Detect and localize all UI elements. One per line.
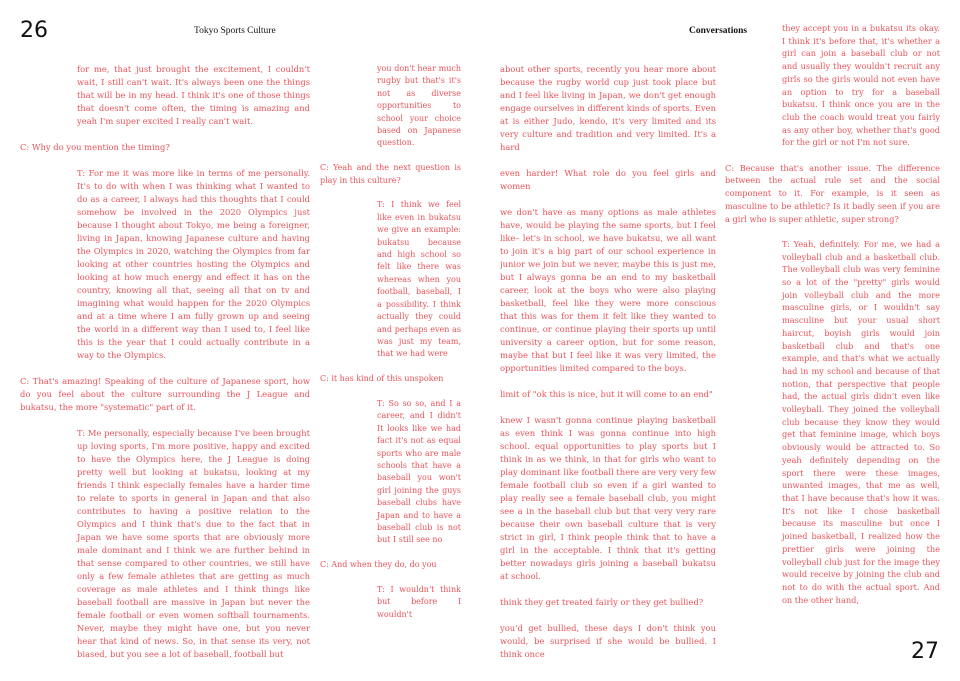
question-paragraph: C: Why do you mention the timing? <box>20 142 170 152</box>
left-running-title: Tokyo Sports Culture <box>194 26 276 36</box>
paragraph: knew I wasn't gonna continue playing basketball as even think I was gonna continue into high school. equal opportunities to play sports but I think in as we think, in that for girls who want to play dominant like football there are very very few female football club so even if a girl wanted to play really see a female baseball club, you might see a in the baseball club but that very very rare because their own baseball culture that is very strict in girl, I think people think that to have a girl in the acceptable. I think that it's getting better nowadays girls joining a baseball bukatsu at school. <box>500 415 716 581</box>
answer-paragraph: T: Me personally, especially because I've been brought up loving sports, I'm more positive, happy and excited to have the Olympics here, the J League is doing pretty well but looking at bukatsu, looking at my friends I think especially females have a harder time to relate to sports in general in Japan and that also contributes to having a positive relation to the Olympics and I think that's due to the fact that in Japan we have some sports that are obviously more male dominant and I think we are further behind in that sense compared to other countries, we still have only a few female athletes that are getting as much coverage as male athletes and I think things like baseball football are massive in Japan but never the female football or even women softball tournaments. Never, maybe they might have one, but you never hear that kind of news. So, in that sense its very, not biased, but you see a lot of baseball, football but <box>77 428 310 659</box>
paragraph: for me, that just brought the excitement, I couldn't wait, I still can't wait. It's always been one the things that will be in my head. I think it's one of those things that doesn't come often, the timing is amazing and yeah I'm super excited I really can't wait. <box>77 64 310 126</box>
right-continued-column <box>500 63 716 673</box>
paragraph: even harder! What role do you feel girls and women <box>500 168 716 191</box>
answer-paragraph: T: I wouldn't think but before I wouldn't <box>377 584 461 619</box>
question-paragraph: C: Because that's another issue. The difference between the actual rule set and the social component to it. For example, is it seen as masculine to be athletic? Is it badly seen if you are a girl who is super athletic, super strong? <box>725 162 940 224</box>
left-narrow-column <box>320 63 461 673</box>
answer-paragraph: they accept you in a bukatsu its okay. I think it's before that, it's whether a girl can join a baseball club or not and usually they wouldn't recruit any girls so the girls would not even have an option to try for a baseball bukatsu. I think once you are in the club the coach would treat you fairly as any other boy, whether that's good for the girl or not I'm not sure. <box>782 23 940 148</box>
paragraph: you'd get bullied, these days I don't think you would, be surprised if she would be bullied. I think once <box>500 623 716 659</box>
answer-paragraph: T: So so so, and I a career, and I didn't It looks like we had fact it's not as equal sports who are male schools that have a baseball you won't girl joining the guys baseball clubs have Japan and to have a baseball club is not but I still see no <box>377 398 461 545</box>
right-page-number: 27 <box>911 639 939 664</box>
question-paragraph: C: And when they do, do you <box>320 560 437 570</box>
answer-paragraph: T: I think we feel like even in bukatsu we give an example: bukatsu because and high school so felt like there was whereas when you football, baseball, I a possibility. I think actually they could and perhaps even as was just my team, that we had were <box>377 200 461 359</box>
paragraph: limit of "ok this is nice, but it will come to an end" <box>500 389 713 399</box>
answer-paragraph: T: For me it was more like in terms of me personally. It's to do with when I was thinking what I wanted to do as a career, I always had this thoughts that I could somehow be involved in the 2020 Olympics just because I thought about Tokyo, me being a foreigner, living in Japan, knowing Japanese culture and having the Olympics in 2020, watching the Olympics from far looking at other countries hosting the Olympics and looking at how much energy and effect it has on the country, knowing all that, seeing all that on tv and imagining what would happen for the 2020 Olympics and at a time where I am fully grown up and seeing the world in a different way than I used to, I feel like this is the year that I could actually contribute in a way to the Olympics. <box>77 168 310 360</box>
answer-paragraph: T: Yeah, definitely. For me, we had a volleyball club and a basketball club. The volleyball club was very feminine so a lot of the "pretty" girls would join volleyball club and the more masculine girls, or I wouldn't say masculine but your usual short haircut, boyish girls would join basketball club and that's one example, and that's what we actually had in my school and because of that notion, that perspective that people had, the actual girls didn't even like volleyball. They joined the volleyball club because they know they would get that feminine image, which boys obviously would be attracted to. So yeah definitely depending on the sport there were these images, unwanted images, that me as well, that I have because that's how it was. It's not like I chose basketball because its masculine but once I joined basketball, I realized how the prettier girls were joining the volleyball club just for the image they would receive by joining the club and not to do with the actual sport. And on the other hand, <box>782 238 940 605</box>
left-page-number: 26 <box>20 18 48 43</box>
paragraph: about other sports, recently you hear more about because the rugby world cup just took place but and I feel like living in Japan, we don't get enough engage ourselves in different kinds of sports. Even at is either Judo, kendo, it's very limited and its very culture and tradition and very limited. It's a hard <box>500 64 716 152</box>
right-running-title: Conversations <box>689 26 748 36</box>
question-paragraph: C: it has kind of this unspoken <box>320 374 444 384</box>
answer-paragraph: you don't hear much rugby but that's it's not as diverse opportunities to school your choice based on Japanese question. <box>377 64 461 148</box>
left-main-column <box>20 63 310 673</box>
question-paragraph: C: Yeah and the next question is play in this culture? <box>320 163 461 185</box>
question-paragraph: C: That's amazing! Speaking of the culture of Japanese sport, how do you feel about the culture surrounding the J League and bukatsu, the more "systematic" part of it. <box>20 376 310 412</box>
right-main-column <box>725 22 940 632</box>
paragraph: think they get treated fairly or they get bullied? <box>500 597 704 607</box>
paragraph: we don't have as many options as male athletes have, would be playing the same sports, but I feel like– let's in school, we have bukatsu, we all want to join it's a big part of our school experience in junior we join but we never, maybe this is just me, but I always gonna be an end to my basketball career, look at the boys who were also playing basketball, feel like they were more conscious that this was for them it felt like they wanted to continue, or continue playing their sports up until university a career option, but for some reason, maybe that but I feel like it was very limited, the opportunities limited compared to the boys. <box>500 207 716 373</box>
